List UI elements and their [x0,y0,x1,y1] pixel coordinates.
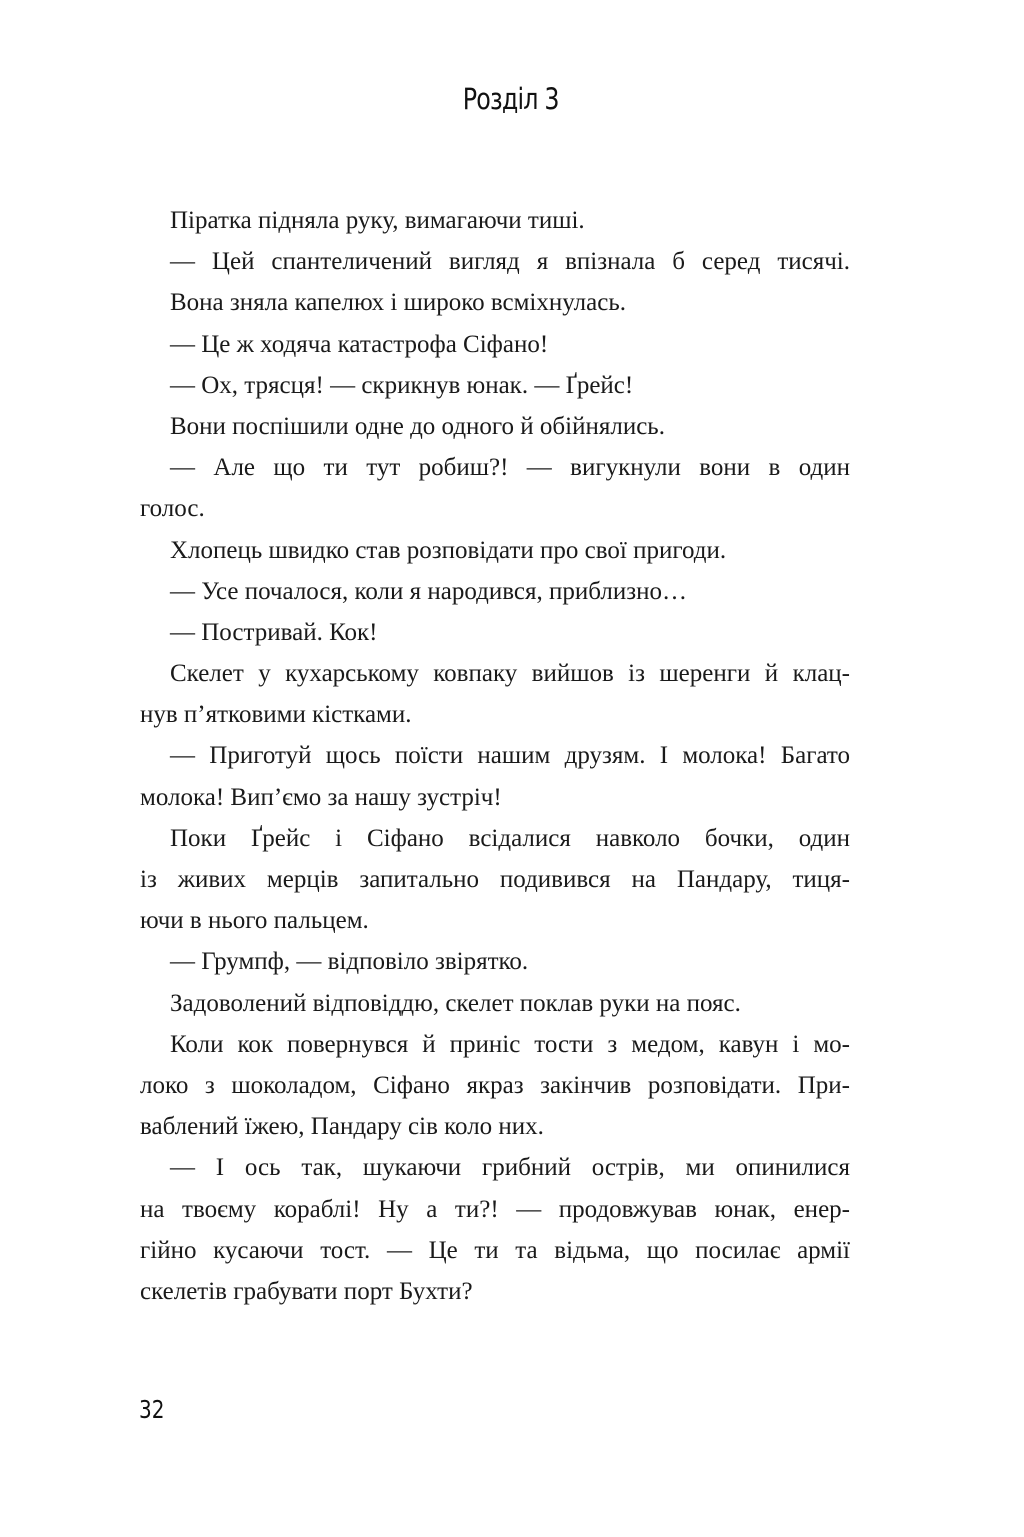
text-line: — Постривай. Кок! [170,618,378,646]
text-line: Скелет у кухарському ковпаку вийшов із шеренги й клац- [170,660,850,688]
text-line: — І ось так, шукаючи грибний острів, ми опинилися [170,1154,850,1182]
text-line: — Усе почалося, коли я народився, приблизно… [170,577,687,605]
text-line: молока! Вип’ємо за нашу зустріч! [140,783,502,811]
text-line: ючи в нього пальцем. [140,907,369,935]
body-text [140,200,850,1312]
text-line: на твоєму кораблі! Ну а ти?! — продовжував юнак, енер- [140,1195,850,1223]
text-line: Піратка підняла руку, вимагаючи тиші. [170,207,585,234]
text-line: нув п’ятковими кістками. [140,701,412,729]
text-line: — Грумпф, — відповіло звірятко. [170,948,529,976]
text-line: — Приготуй щось поїсти нашим друзям. І молока! Багато [170,742,850,770]
text-line: ваблений їжею, Пандару сів коло них. [140,1113,544,1141]
text-line: локо з шоколадом, Сіфано якраз закінчив розповідати. При- [140,1071,850,1099]
text-line: гійно кусаючи тост. — Це ти та відьма, що посилає армії [140,1236,850,1264]
text-line: голос. [140,495,205,523]
text-line: Вона зняла капелюх і широко всміхнулась. [170,289,626,317]
chapter-title: Розділ 3 [462,82,559,116]
text-line: Вони поспішили одне до одного й обійнялись. [170,412,665,440]
text-line: із живих мерців запитально подивився на Пандару, тиця- [140,866,850,893]
text-line: Задоволений відповіддю, скелет поклав руки на пояс. [170,989,741,1017]
text-line: — Цей спантеличений вигляд я впізнала б серед тисячі. [170,248,850,276]
text-line: Коли кок повернувся й приніс тости з медом, кавун і мо- [170,1030,850,1058]
page-number: 32 [139,1395,165,1424]
text-line: скелетів грабувати порт Бухти? [140,1277,473,1305]
text-line: — Але що ти тут робиш?! — вигукнули вони в один [170,454,850,482]
text-line: Хлопець швидко став розповідати про свої пригоди. [170,536,727,564]
text-line: — Ох, трясця! — скрикнув юнак. — Ґрейс! [170,371,634,399]
text-line: Поки Ґрейс і Сіфано всідалися навколо бочки, один [170,824,850,852]
text-line: — Це ж ходяча катастрофа Сіфано! [170,330,549,358]
